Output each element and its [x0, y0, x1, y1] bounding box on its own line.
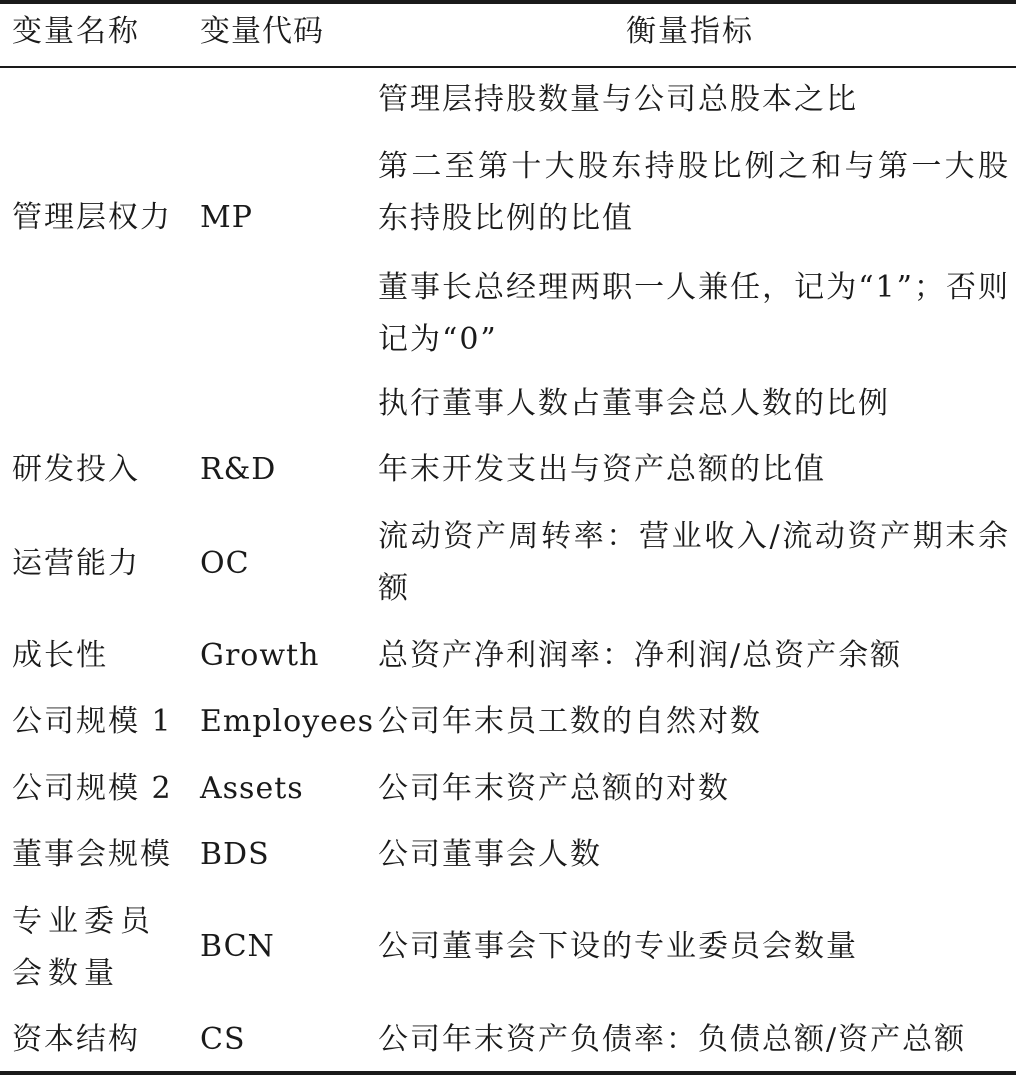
table-row-code: Employees	[200, 704, 375, 739]
table-row-measure: 第二至第十大股东持股比例之和与第一大股东持股比例的比值	[378, 149, 1010, 236]
table-row-code: R&D	[200, 452, 277, 487]
table-row-measure: 年末开发支出与资产总额的比值	[378, 452, 826, 487]
table-row-name: 管理层权力	[12, 200, 172, 235]
table-row-code: Growth	[200, 638, 320, 673]
table-row-name: 公司规模 2	[12, 771, 173, 806]
table-row-measure: 公司年末员工数的自然对数	[378, 704, 762, 739]
table-row-code: MP	[200, 200, 253, 235]
table-row-measure: 公司年末资产总额的对数	[378, 771, 730, 806]
table-row-name: 资本结构	[12, 1022, 140, 1057]
table-row-measure: 公司董事会下设的专业委员会数量	[378, 929, 858, 964]
header-variable-name: 变量名称	[12, 14, 140, 49]
table-row-code: BDS	[200, 837, 270, 872]
table-row-measure: 公司年末资产负债率：负债总额/资产总额	[378, 1022, 967, 1057]
table-row-name: 成长性	[12, 638, 108, 673]
table-header-rule	[0, 66, 1016, 68]
header-measure: 衡量指标	[626, 14, 754, 49]
table-row-name: 运营能力	[12, 546, 140, 581]
table-row-name: 研发投入	[12, 452, 140, 487]
table-row-measure: 流动资产周转率：营业收入/流动资产期末余额	[378, 519, 1010, 606]
table-row-measure: 管理层持股数量与公司总股本之比	[378, 82, 858, 117]
table-row-measure: 公司董事会人数	[378, 837, 602, 872]
table-row-measure: 总资产净利润率：净利润/总资产余额	[378, 638, 903, 673]
table-row-code: OC	[200, 546, 250, 581]
table-row-code: BCN	[200, 929, 275, 964]
table-row-name: 公司规模 1	[12, 704, 173, 739]
table-row-measure: 执行董事人数占董事会总人数的比例	[378, 386, 890, 421]
table-bottom-rule	[0, 1071, 1016, 1075]
table-row-name: 专业委员会数量	[12, 904, 156, 991]
table-row-code: CS	[200, 1022, 246, 1057]
header-variable-code: 变量代码	[200, 14, 324, 49]
table-top-rule	[0, 0, 1016, 4]
table-row-code: Assets	[200, 771, 304, 806]
table-row-measure: 董事长总经理两职一人兼任，记为“1”；否则记为“0”	[378, 270, 1010, 357]
table-row-name: 董事会规模	[12, 837, 172, 872]
